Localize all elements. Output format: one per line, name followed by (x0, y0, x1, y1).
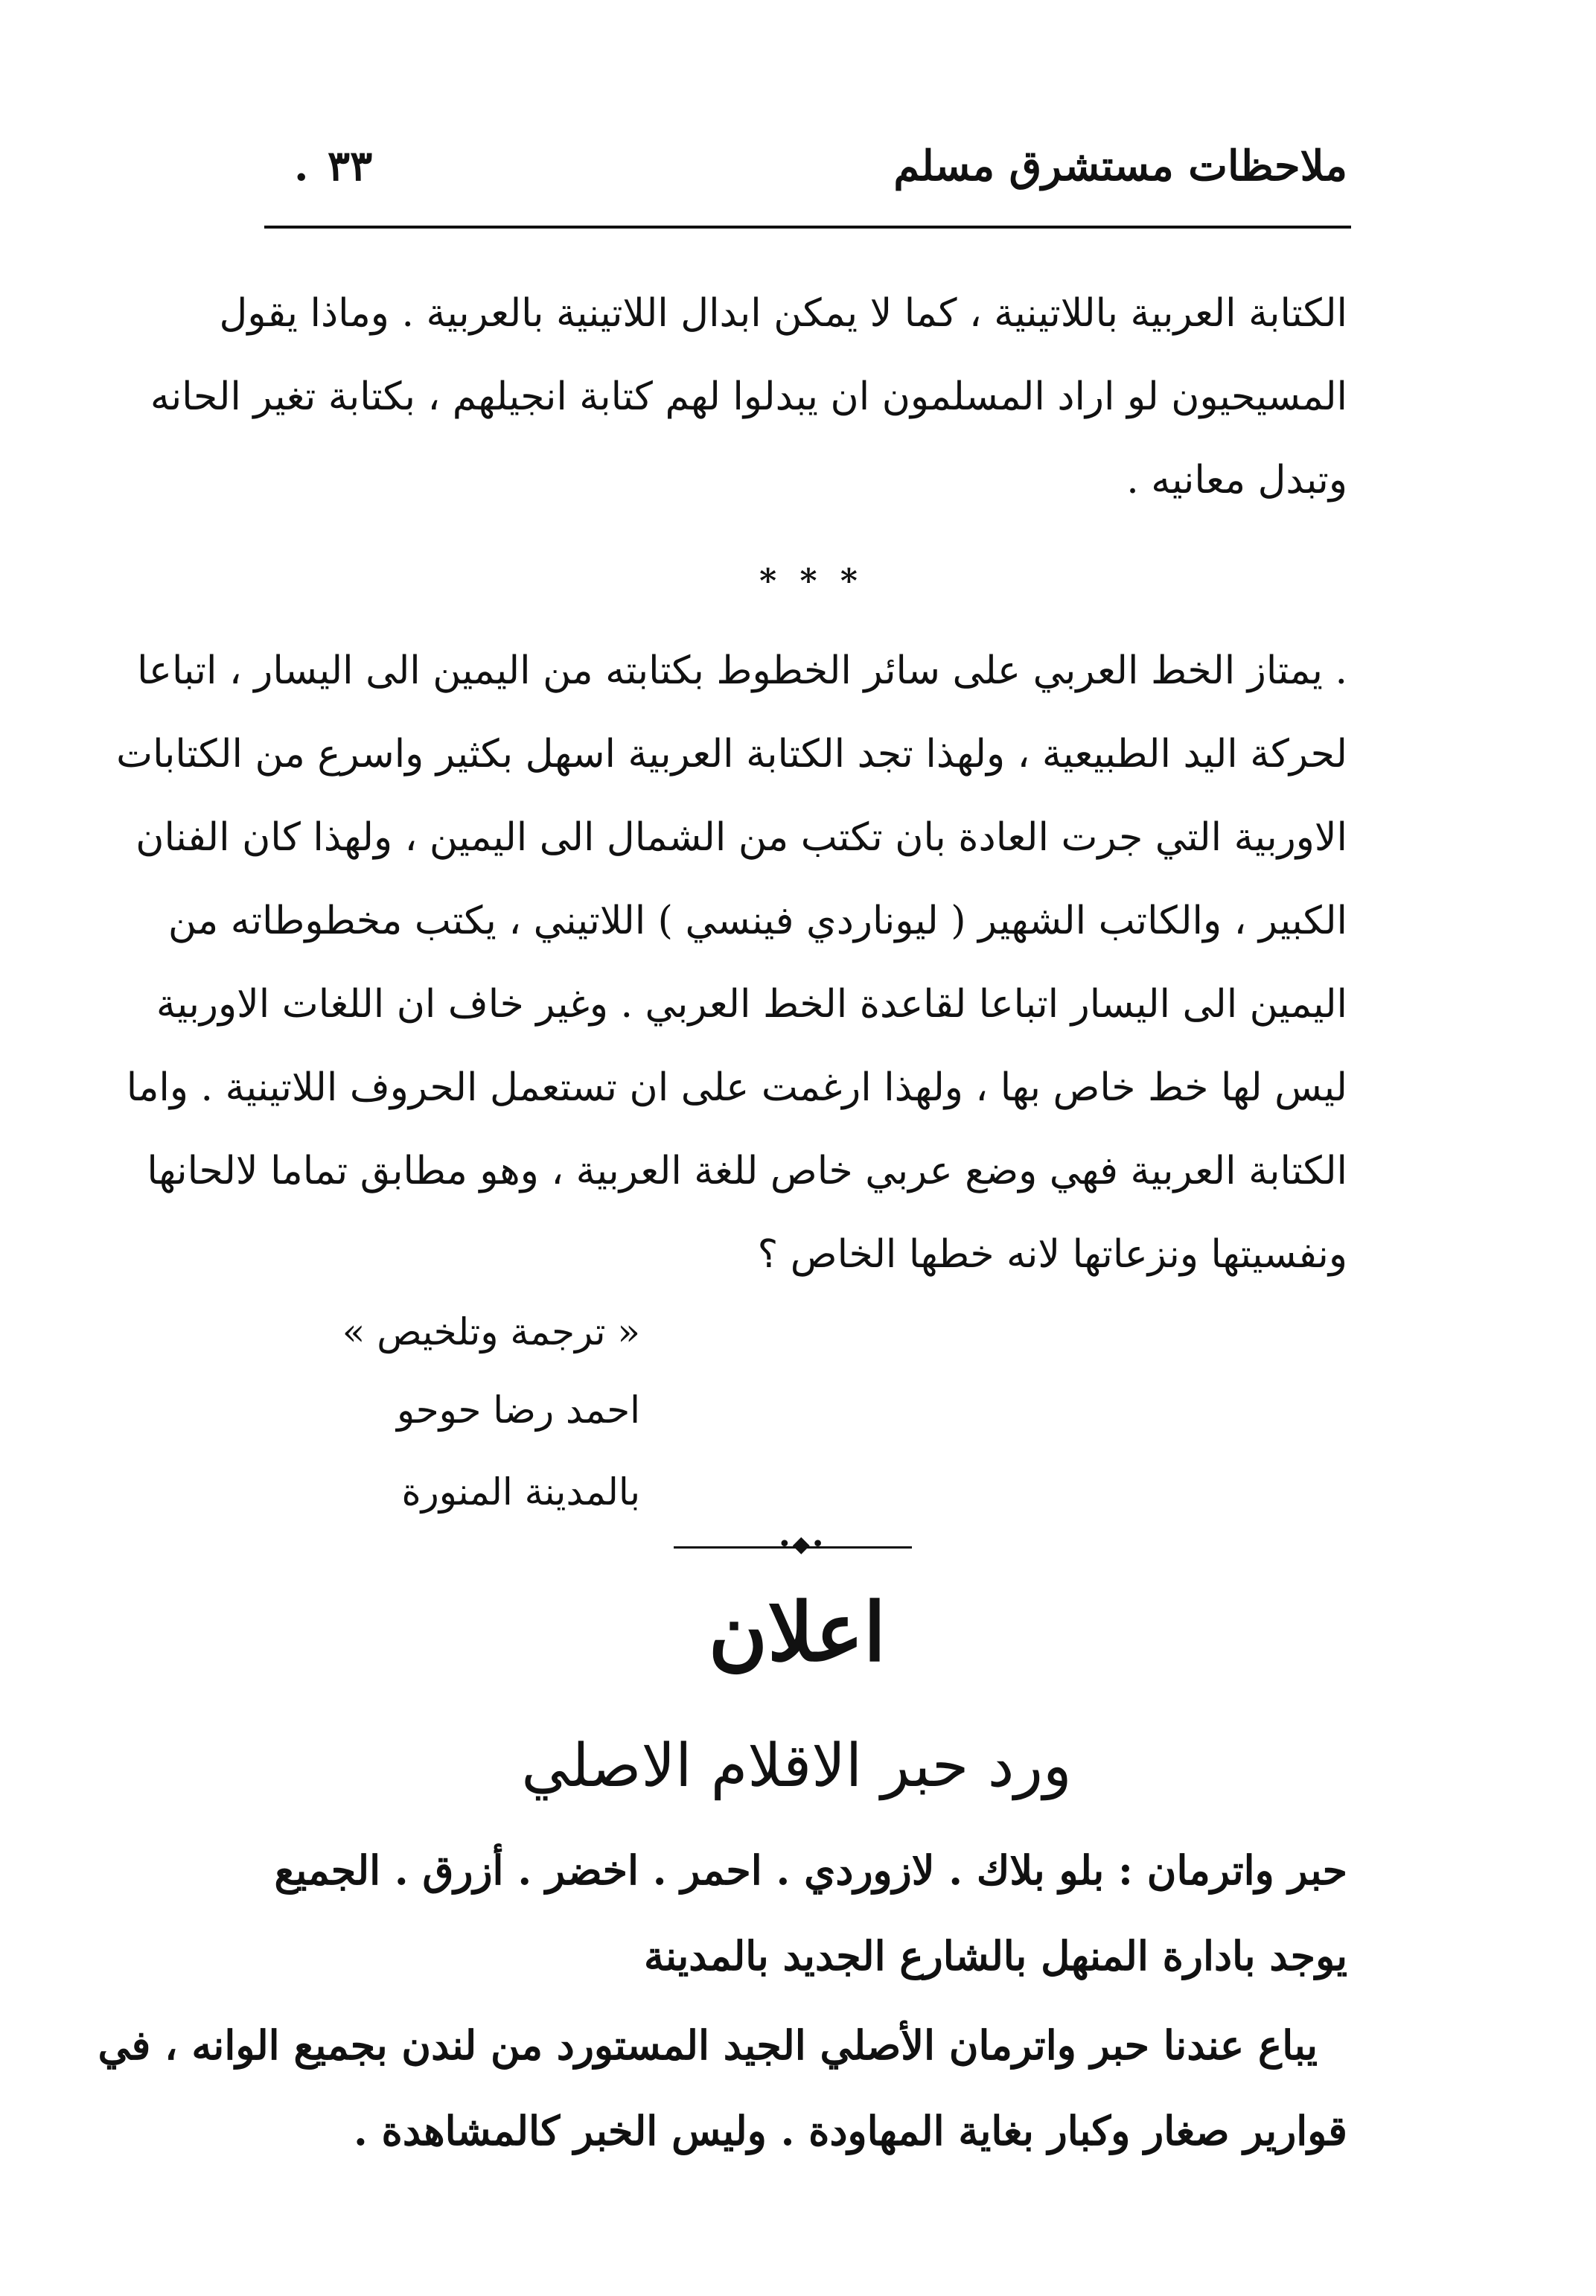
author-location: بالمدينة المنورة (401, 1470, 640, 1514)
paragraph-main (116, 629, 1347, 1296)
ornamental-divider (674, 1531, 912, 1557)
translation-note: « ترجمة وتلخيص » (342, 1310, 640, 1353)
page-header (261, 141, 1347, 216)
advertisement-line: يوجد بادارة المنهل بالشارع الجديد بالمدينة (644, 1932, 1347, 1980)
paragraph-line: لحركة اليد الطبيعية ، ولهذا تجد الكتابة العربية اسهل بكثير واسرع من الكتابات (116, 732, 1347, 777)
paragraph-line: المسيحيون لو اراد المسلمون ان يبدلوا لهم كتابة انجيلهم ، بكتابة تغير الحانه (150, 374, 1347, 419)
divider-ornament: •◆• (778, 1531, 826, 1557)
paragraph-line: الاوربية التي جرت العادة بان تكتب من الشمال الى اليمين ، ولهذا كان الفنان (135, 815, 1347, 860)
advertisement-heading: ورد حبر الاقلام الاصلي (521, 1731, 1072, 1800)
page-number-mark: . (294, 141, 309, 191)
paragraph-continuation (150, 272, 1347, 522)
advertisement-label: اعلان (708, 1586, 886, 1680)
paragraph-line: . يمتاز الخط العربي على سائر الخطوط بكتابته من اليمين الى اليسار ، اتباعا (137, 648, 1347, 693)
advertisement-line: يباع عندنا حبر واترمان الأصلي الجيد المستورد من لندن بجميع الوانه ، في (98, 2021, 1318, 2069)
section-separator: * * * (759, 562, 864, 600)
advertisement-line: قوارير صغار وكبار بغاية المهاودة . وليس الخبر كالمشاهدة . (353, 2107, 1347, 2155)
advertisement-line: حبر واترمان : بلو بلاك . لازوردي . احمر . اخضر . أزرق . الجميع (274, 1846, 1347, 1894)
paragraph-line: الكبير ، والكاتب الشهير ( ليوناردي فينسي ) اللاتيني ، يكتب مخطوطاته من (167, 899, 1347, 943)
page-number: ٣٣ (328, 141, 373, 191)
paragraph-line: اليمين الى اليسار اتباعا لقاعدة الخط العربي . وغير خاف ان اللغات الاوربية (156, 982, 1347, 1027)
paragraph-line: ونفسيتها ونزعاتها لانه خطها الخاص ؟ (757, 1232, 1347, 1277)
paragraph-line: الكتابة العربية فهي وضع عربي خاص للغة العربية ، وهو مطابق تماما لالحانها (147, 1149, 1347, 1193)
running-title: ملاحظات مستشرق مسلم (893, 141, 1347, 191)
paragraph-line: وتبدل معانيه . (1126, 458, 1347, 503)
paragraph-line: ليس لها خط خاص بها ، ولهذا ارغمت على ان تستعمل الحروف اللاتينية . واما (126, 1065, 1347, 1110)
author-name: احمد رضا حوحو (396, 1388, 640, 1432)
paragraph-line: الكتابة العربية باللاتينية ، كما لا يمكن ابدال اللاتينية بالعربية . وماذا يقول (219, 291, 1347, 336)
header-rule (264, 226, 1351, 229)
